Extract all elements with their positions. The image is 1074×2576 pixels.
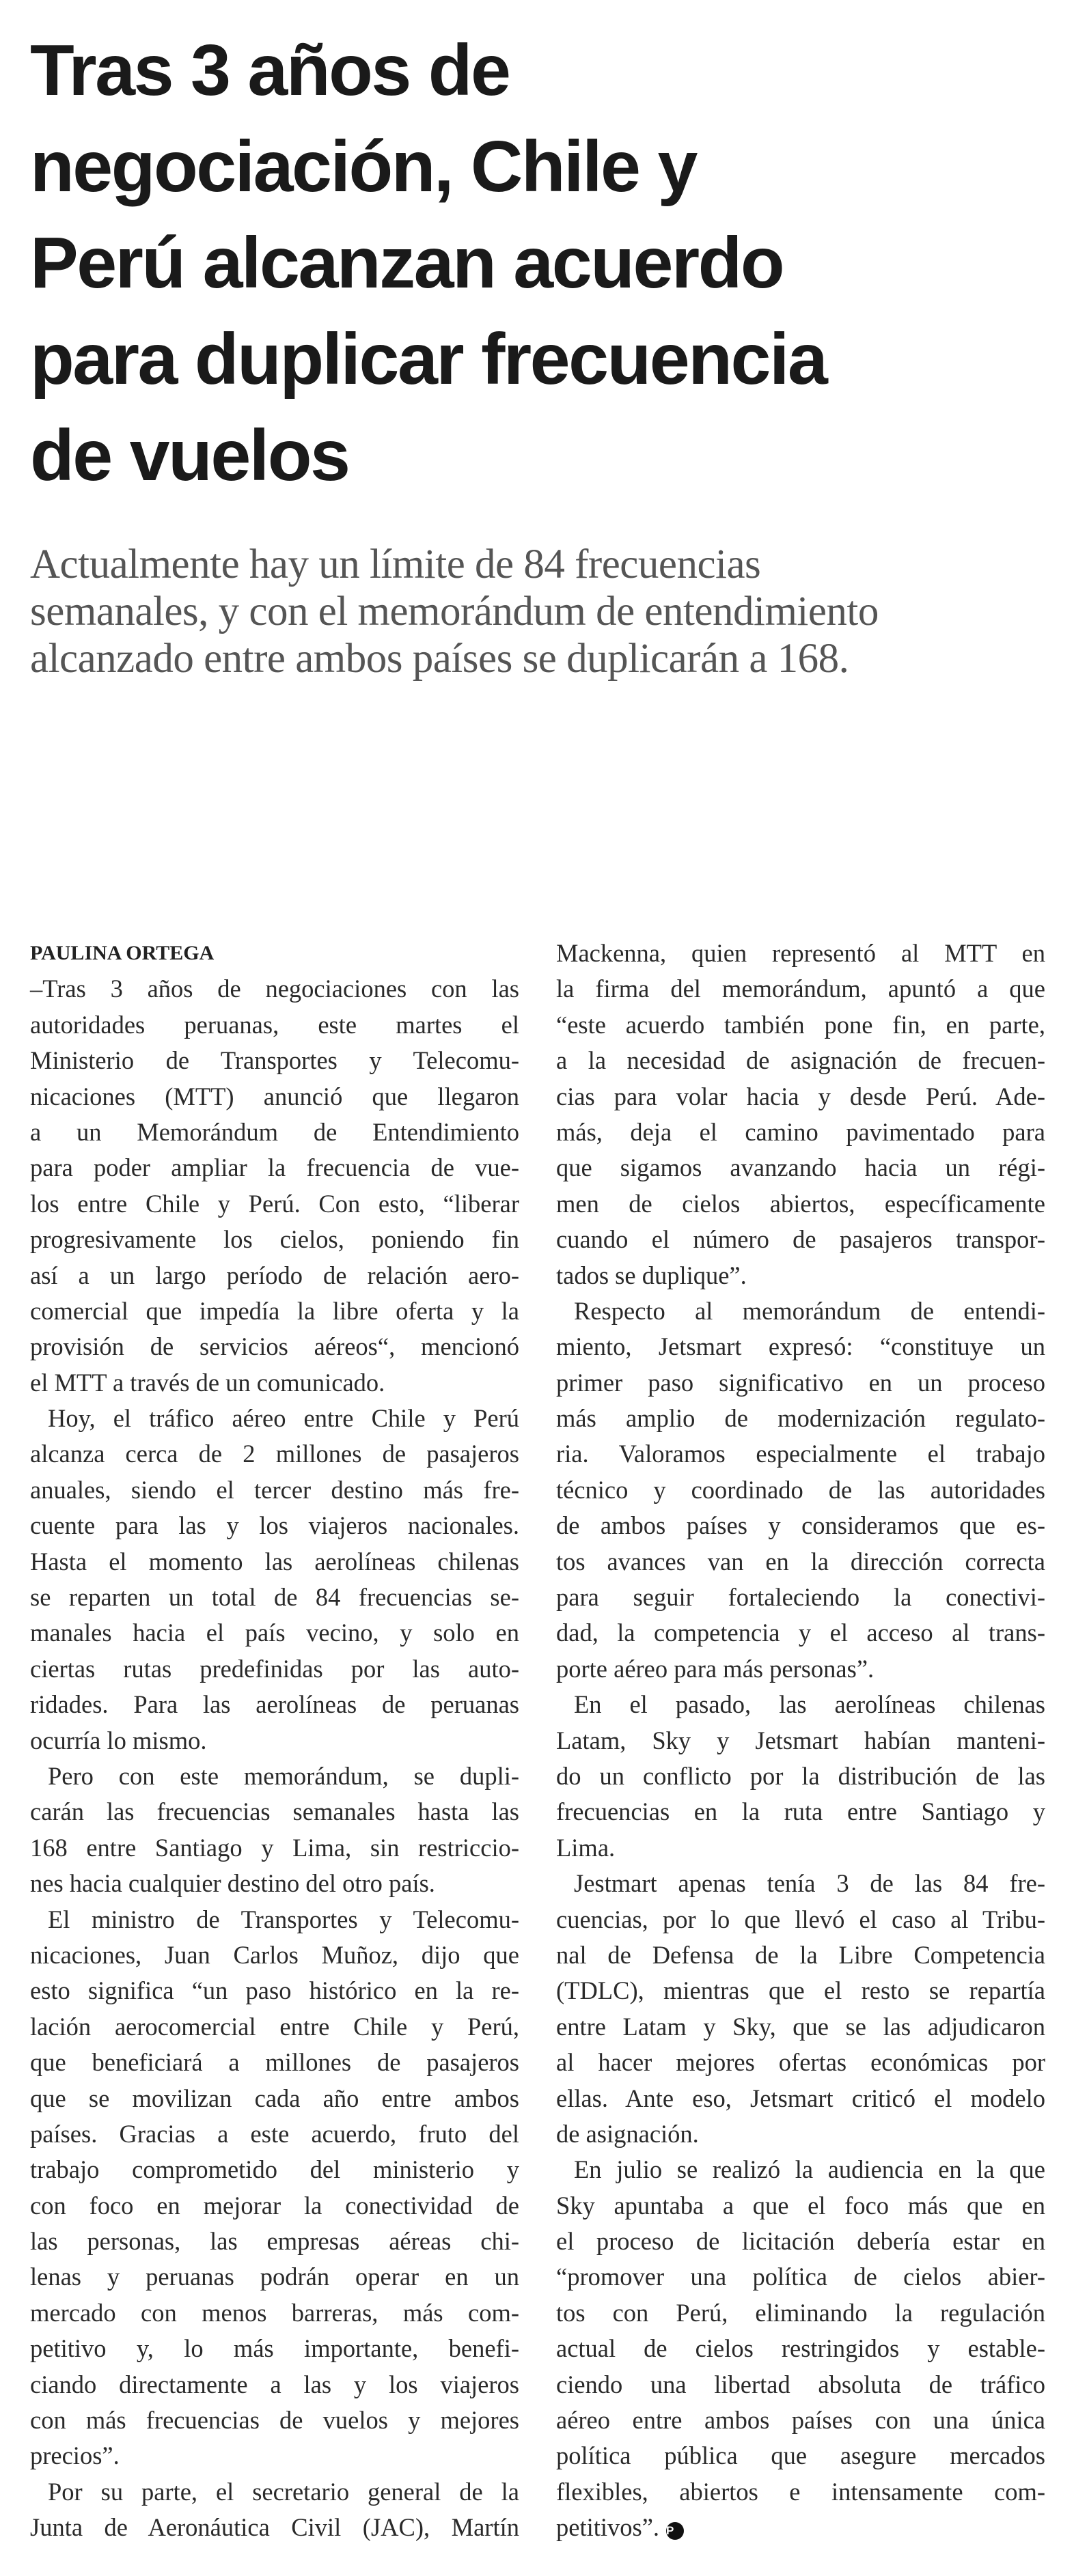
line-text: primer paso significativo en un proceso — [556, 1368, 1045, 1397]
text-line — [30, 1973, 519, 2008]
line-text: carán las frecuencias semanales hasta las — [30, 1797, 519, 1826]
line-text: mercado con menos barreras, más com- — [30, 2298, 519, 2327]
line-text: Jestmart apenas tenía 3 de las 84 fre- — [574, 1869, 1045, 1898]
text-line — [30, 1043, 519, 1078]
text-line — [556, 2152, 1045, 2187]
line-text: los entre Chile y Perú. Con esto, “liberar — [30, 1189, 519, 1218]
text-line — [30, 1258, 519, 1293]
byline: PAULINA ORTEGA — [30, 942, 215, 964]
text-line — [30, 1436, 519, 1472]
text-line — [30, 1866, 519, 1901]
text-line — [556, 2331, 1045, 2366]
text-line — [556, 1365, 1045, 1401]
text-line — [556, 1759, 1045, 1794]
text-line — [30, 1723, 519, 1759]
text-line — [30, 2045, 519, 2080]
line-text: (TDLC), mientras que el resto se repartía — [556, 1976, 1045, 2005]
text-line — [556, 936, 1045, 971]
line-text: se reparten un total de 84 frecuencias se- — [30, 1583, 519, 1612]
line-text: lación aerocomercial entre Chile y Perú, — [30, 2012, 519, 2041]
line-text: entre Latam y Sky, que se las adjudicaron — [556, 2012, 1045, 2041]
line-text: a un Memorándum de Entendimiento — [30, 1117, 519, 1146]
line-text: Junta de Aeronáutica Civil (JAC), Martín — [30, 2513, 519, 2542]
text-line — [30, 1115, 519, 1150]
text-line — [556, 1723, 1045, 1759]
text-line — [30, 1902, 519, 1937]
line-text: la firma del memorándum, apuntó a que — [556, 975, 1045, 1003]
line-text: provisión de servicios aéreos“, mencionó — [30, 1332, 519, 1361]
line-text: ciertas rutas predefinidas por las auto- — [30, 1654, 519, 1683]
text-line — [556, 2009, 1045, 2045]
line-text: miento, Jetsmart expresó: “constituye un — [556, 1332, 1045, 1361]
line-text: En julio se realizó la audiencia en la que — [574, 2155, 1045, 2184]
line-text: autoridades peruanas, este martes el — [30, 1010, 519, 1039]
text-line — [30, 2188, 519, 2224]
paragraph — [30, 971, 519, 1401]
line-text: anuales, siendo el tercer destino más fre- — [30, 1475, 519, 1504]
text-line — [30, 2295, 519, 2331]
paragraph — [556, 1687, 1045, 1866]
text-line — [556, 2188, 1045, 2224]
text-line — [556, 1043, 1045, 1078]
deck-line: Actualmente hay un límite de 84 frecuencias — [30, 542, 761, 587]
line-text: lenas y peruanas podrán operar en un — [30, 2263, 519, 2291]
text-line — [556, 1258, 1045, 1293]
line-text: aéreo entre ambos países con una única — [556, 2406, 1045, 2435]
line-text: más amplio de modernización regulato- — [556, 1404, 1045, 1433]
line-text: técnico y coordinado de las autoridades — [556, 1475, 1045, 1504]
line-text: frecuencias en la ruta entre Santiago y — [556, 1797, 1045, 1826]
text-line — [556, 1902, 1045, 1937]
deck-line: alcanzado entre ambos países se duplicarán a 168. — [30, 636, 849, 682]
text-line — [30, 2438, 519, 2474]
line-text: nicaciones (MTT) anunció que llegaron — [30, 1082, 519, 1110]
text-line — [30, 1186, 519, 1222]
text-line — [30, 1150, 519, 1186]
text-line — [556, 1615, 1045, 1651]
line-text: Hasta el momento las aerolíneas chilenas — [30, 1547, 519, 1576]
paragraph — [556, 1293, 1045, 1687]
text-line — [30, 971, 519, 1007]
line-text: ridades. Para las aerolíneas de peruanas — [30, 1690, 519, 1719]
line-text: que sigamos avanzando hacia un régi- — [556, 1153, 1045, 1182]
text-line — [30, 2009, 519, 2045]
line-text: al hacer mejores ofertas económicas por — [556, 2048, 1045, 2077]
line-text: el MTT a través de un comunicado. — [30, 1368, 385, 1397]
text-line — [30, 2367, 519, 2403]
text-line — [30, 2224, 519, 2259]
article-deck — [30, 541, 1055, 682]
text-line — [556, 2081, 1045, 2116]
line-text: 168 entre Santiago y Lima, sin restriccio- — [30, 1833, 519, 1862]
line-text: alcanza cerca de 2 millones de pasajeros — [30, 1440, 519, 1468]
headline — [30, 23, 1055, 504]
line-text: para poder ampliar la frecuencia de vue- — [30, 1153, 519, 1182]
text-line — [556, 2403, 1045, 2438]
end-mark-icon: P — [666, 2522, 684, 2540]
paragraph — [30, 1759, 519, 1902]
text-line — [30, 1007, 519, 1043]
text-line — [30, 1401, 519, 1436]
text-line — [556, 1508, 1045, 1543]
text-line — [30, 1329, 519, 1364]
text-line — [556, 1115, 1045, 1150]
text-line — [30, 1293, 519, 1329]
line-text: esto significa “un paso histórico en la re- — [30, 1976, 519, 2005]
line-text: así a un largo período de relación aero- — [30, 1261, 519, 1289]
line-text: Respecto al memorándum de entendi- — [574, 1296, 1045, 1325]
text-line — [556, 2295, 1045, 2331]
text-line — [30, 1794, 519, 1830]
line-text: do un conflicto por la distribución de las — [556, 1761, 1045, 1790]
headline-line: de vuelos — [30, 415, 349, 496]
line-text: comercial que impedía la libre oferta y la — [30, 1296, 519, 1325]
text-line — [556, 1651, 1045, 1687]
line-text: –Tras 3 años de negociaciones con las — [30, 975, 519, 1003]
text-line — [30, 1651, 519, 1687]
line-text: las personas, las empresas aéreas chi- — [30, 2227, 519, 2256]
line-text: Latam, Sky y Jetsmart habían manteni- — [556, 1726, 1045, 1754]
line-text: petitivos”. — [556, 2513, 660, 2542]
line-text: que se movilizan cada año entre ambos — [30, 2084, 519, 2112]
line-text: más, deja el camino pavimentado para — [556, 1117, 1045, 1146]
line-text: a la necesidad de asignación de frecuen- — [556, 1046, 1045, 1075]
text-line — [556, 1401, 1045, 1436]
text-line — [30, 2116, 519, 2152]
line-text: “este acuerdo también pone fin, en parte, — [556, 1010, 1045, 1039]
line-text: manales hacia el país vecino, y solo en — [30, 1619, 519, 1647]
line-text: men de cielos abiertos, específicamente — [556, 1189, 1045, 1218]
text-line — [30, 1544, 519, 1580]
text-line — [556, 2259, 1045, 2295]
paragraph — [30, 1902, 519, 2474]
text-line — [556, 1222, 1045, 1257]
line-text: cuencias, por lo que llevó el caso al Tribu- — [556, 1905, 1045, 1933]
line-text: Mackenna, quien representó al MTT en — [556, 939, 1045, 967]
text-line — [556, 1866, 1045, 1901]
line-text: con más frecuencias de vuelos y mejores — [30, 2406, 519, 2435]
line-text: Pero con este memorándum, se dupli- — [48, 1761, 519, 1790]
text-line — [30, 1580, 519, 1615]
headline-line: para duplicar frecuencia — [30, 319, 827, 400]
line-text: ciendo una libertad absoluta de tráfico — [556, 2370, 1045, 2398]
line-text: progresivamente los cielos, poniendo fin — [30, 1225, 519, 1254]
line-text: ciando directamente a las y los viajeros — [30, 2370, 519, 2398]
text-line — [30, 1365, 519, 1401]
line-text: flexibles, abiertos e intensamente com- — [556, 2477, 1045, 2506]
text-line — [556, 1937, 1045, 1973]
line-text: porte aéreo para más personas”. — [556, 1654, 875, 1683]
deck-line: semanales, y con el memorándum de entendimiento — [30, 589, 879, 634]
line-text: actual de cielos restringidos y estable- — [556, 2334, 1045, 2363]
paragraph — [556, 1866, 1045, 2152]
line-text: nes hacia cualquier destino del otro país. — [30, 1869, 435, 1898]
text-line — [30, 1222, 519, 1257]
paragraph — [556, 936, 1045, 1293]
text-line — [556, 1436, 1045, 1472]
text-line — [556, 2116, 1045, 2152]
body-column-right — [556, 936, 1045, 2546]
text-line — [30, 2474, 519, 2510]
text-line — [30, 2510, 519, 2545]
line-text: tos con Perú, eliminando la regulación — [556, 2298, 1045, 2327]
text-line — [556, 2367, 1045, 2403]
body-column-left — [30, 936, 519, 2546]
text-line — [556, 1472, 1045, 1508]
text-line — [556, 2474, 1045, 2510]
line-text: tados se duplique”. — [556, 1261, 747, 1289]
text-line — [556, 1150, 1045, 1186]
paragraph — [30, 1401, 519, 1759]
line-text: Sky apuntaba a que el foco más que en — [556, 2191, 1045, 2220]
line-text: Por su parte, el secretario general de la — [48, 2477, 519, 2506]
text-line — [556, 1329, 1045, 1364]
text-line — [556, 2045, 1045, 2080]
line-text: que beneficiará a millones de pasajeros — [30, 2048, 519, 2077]
text-line — [30, 1079, 519, 1115]
text-line — [30, 1615, 519, 1651]
text-line — [30, 1759, 519, 1794]
line-text: ria. Valoramos especialmente el trabajo — [556, 1440, 1045, 1468]
line-text: ellas. Ante eso, Jetsmart criticó el modelo — [556, 2084, 1045, 2112]
line-text: Ministerio de Transportes y Telecomu- — [30, 1046, 519, 1075]
line-text: Lima. — [556, 1833, 616, 1862]
headline-line: Perú alcanzan acuerdo — [30, 223, 784, 303]
line-text: ocurría lo mismo. — [30, 1726, 207, 1754]
text-line — [30, 1472, 519, 1508]
line-text: con foco en mejorar la conectividad de — [30, 2191, 519, 2220]
paragraph — [30, 2474, 519, 2546]
text-line — [556, 1830, 1045, 1866]
line-text: petitivo y, lo más importante, benefi- — [30, 2334, 519, 2363]
text-line — [30, 2403, 519, 2438]
headline-line: negociación, Chile y — [30, 126, 696, 207]
line-text: nal de Defensa de la Libre Competencia — [556, 1940, 1045, 1969]
line-text: El ministro de Transportes y Telecomu- — [48, 1905, 519, 1933]
line-text: tos avances van en la dirección correcta — [556, 1547, 1045, 1576]
text-line — [556, 1079, 1045, 1115]
text-line — [556, 1544, 1045, 1580]
line-text: En el pasado, las aerolíneas chilenas — [574, 1690, 1045, 1719]
line-text: dad, la competencia y el acceso al trans- — [556, 1619, 1045, 1647]
text-line — [30, 1508, 519, 1543]
text-line — [30, 2259, 519, 2295]
text-line — [556, 2510, 1045, 2545]
line-text: países. Gracias a este acuerdo, fruto del — [30, 2119, 519, 2148]
line-text: el proceso de licitación debería estar en — [556, 2227, 1045, 2256]
text-line — [556, 2224, 1045, 2259]
text-line — [30, 2331, 519, 2366]
line-text: nicaciones, Juan Carlos Muñoz, dijo que — [30, 1940, 519, 1969]
line-text: precios”. — [30, 2441, 120, 2470]
line-text: “promover una política de cielos abier- — [556, 2263, 1045, 2291]
headline-line: Tras 3 años de — [30, 30, 510, 111]
text-line — [556, 1580, 1045, 1615]
text-line — [30, 1687, 519, 1722]
line-text: de asignación. — [556, 2119, 699, 2148]
line-text: de ambos países y consideramos que es- — [556, 1511, 1045, 1540]
text-line — [556, 1687, 1045, 1722]
line-text: política pública que asegure mercados — [556, 2441, 1045, 2470]
text-line — [30, 1830, 519, 1866]
text-line — [30, 2081, 519, 2116]
text-line — [556, 2438, 1045, 2474]
text-line — [556, 1973, 1045, 2008]
line-text: cuente para las y los viajeros nacionales. — [30, 1511, 519, 1540]
line-text: trabajo comprometido del ministerio y — [30, 2155, 519, 2184]
line-text: cuando el número de pasajeros transpor- — [556, 1225, 1045, 1254]
text-line — [30, 2152, 519, 2187]
paragraph — [556, 2152, 1045, 2545]
line-text: cias para volar hacia y desde Perú. Ade- — [556, 1082, 1045, 1110]
text-line — [30, 1937, 519, 1973]
text-line — [556, 971, 1045, 1007]
line-text: para seguir fortaleciendo la conectivi- — [556, 1583, 1045, 1612]
text-line — [556, 1007, 1045, 1043]
line-text: Hoy, el tráfico aéreo entre Chile y Perú — [48, 1404, 519, 1433]
text-line — [556, 1186, 1045, 1222]
text-line — [556, 1293, 1045, 1329]
text-line — [556, 1794, 1045, 1830]
